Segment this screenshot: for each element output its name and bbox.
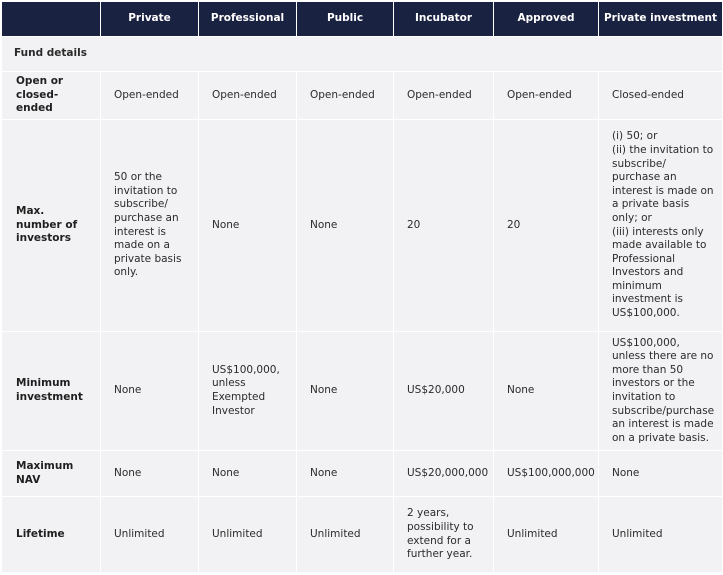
table-row-open-or-closed <box>2 72 723 120</box>
table-cell: Open-ended <box>394 72 494 120</box>
table-body <box>2 37 723 573</box>
table-cell: US$20,000,000 <box>394 451 494 497</box>
section-row <box>2 37 723 72</box>
table-row-lifetime <box>2 497 723 573</box>
table-row-maximum-nav <box>2 451 723 497</box>
table-cell: Unlimited <box>199 497 297 573</box>
table-cell: US$100,000, unless there are no more than 50 investors or the invitation to subscribe/purchase an interest is made on a private basis. <box>599 332 723 451</box>
section-title: Fund details <box>2 37 723 72</box>
column-header-approved: Approved <box>494 2 599 37</box>
table-cell: Open-ended <box>199 72 297 120</box>
column-header-private: Private <box>101 2 199 37</box>
row-label: Open or closed-ended <box>2 72 101 120</box>
table-cell: None <box>199 120 297 332</box>
table-cell: 20 <box>394 120 494 332</box>
table-cell: US$20,000 <box>394 332 494 451</box>
row-label: Lifetime <box>2 497 101 573</box>
table-row-max-investors <box>2 120 723 332</box>
table-cell: 2 years, possibility to extend for a further year. <box>394 497 494 573</box>
row-label: Max. number of investors <box>2 120 101 332</box>
table-cell: None <box>199 451 297 497</box>
table-cell: Closed-ended <box>599 72 723 120</box>
table-cell: Unlimited <box>297 497 394 573</box>
row-label: Maximum NAV <box>2 451 101 497</box>
column-header-professional: Professional <box>199 2 297 37</box>
table-header <box>2 2 723 37</box>
header-corner-cell <box>2 2 101 37</box>
table-cell: 50 or the invitation to subscribe/ purchase an interest is made on a private basis only. <box>101 120 199 332</box>
column-header-public: Public <box>297 2 394 37</box>
table-cell: None <box>297 332 394 451</box>
table-cell: None <box>494 332 599 451</box>
table-cell: None <box>599 451 723 497</box>
table-cell: US$100,000, unless Exempted Investor <box>199 332 297 451</box>
table-cell: Open-ended <box>494 72 599 120</box>
fund-comparison-table <box>1 1 723 573</box>
column-header-incubator: Incubator <box>394 2 494 37</box>
table-cell: None <box>101 451 199 497</box>
table-cell: Unlimited <box>599 497 723 573</box>
table-cell: None <box>297 451 394 497</box>
table-cell: 20 <box>494 120 599 332</box>
table-cell: US$100,000,000 <box>494 451 599 497</box>
header-row <box>2 2 723 37</box>
table-cell: None <box>297 120 394 332</box>
table-cell: (i) 50; or (ii) the invitation to subscribe/ purchase an interest is made on a private basis only; or (iii) interests only made available to Professional Investors and minimum investment is US$100,000. <box>599 120 723 332</box>
table-cell: None <box>101 332 199 451</box>
table-cell: Open-ended <box>101 72 199 120</box>
column-header-private-investment: Private investment <box>599 2 723 37</box>
table-cell: Unlimited <box>494 497 599 573</box>
row-label: Minimum investment <box>2 332 101 451</box>
table-cell: Open-ended <box>297 72 394 120</box>
table-cell: Unlimited <box>101 497 199 573</box>
table-row-minimum-investment <box>2 332 723 451</box>
